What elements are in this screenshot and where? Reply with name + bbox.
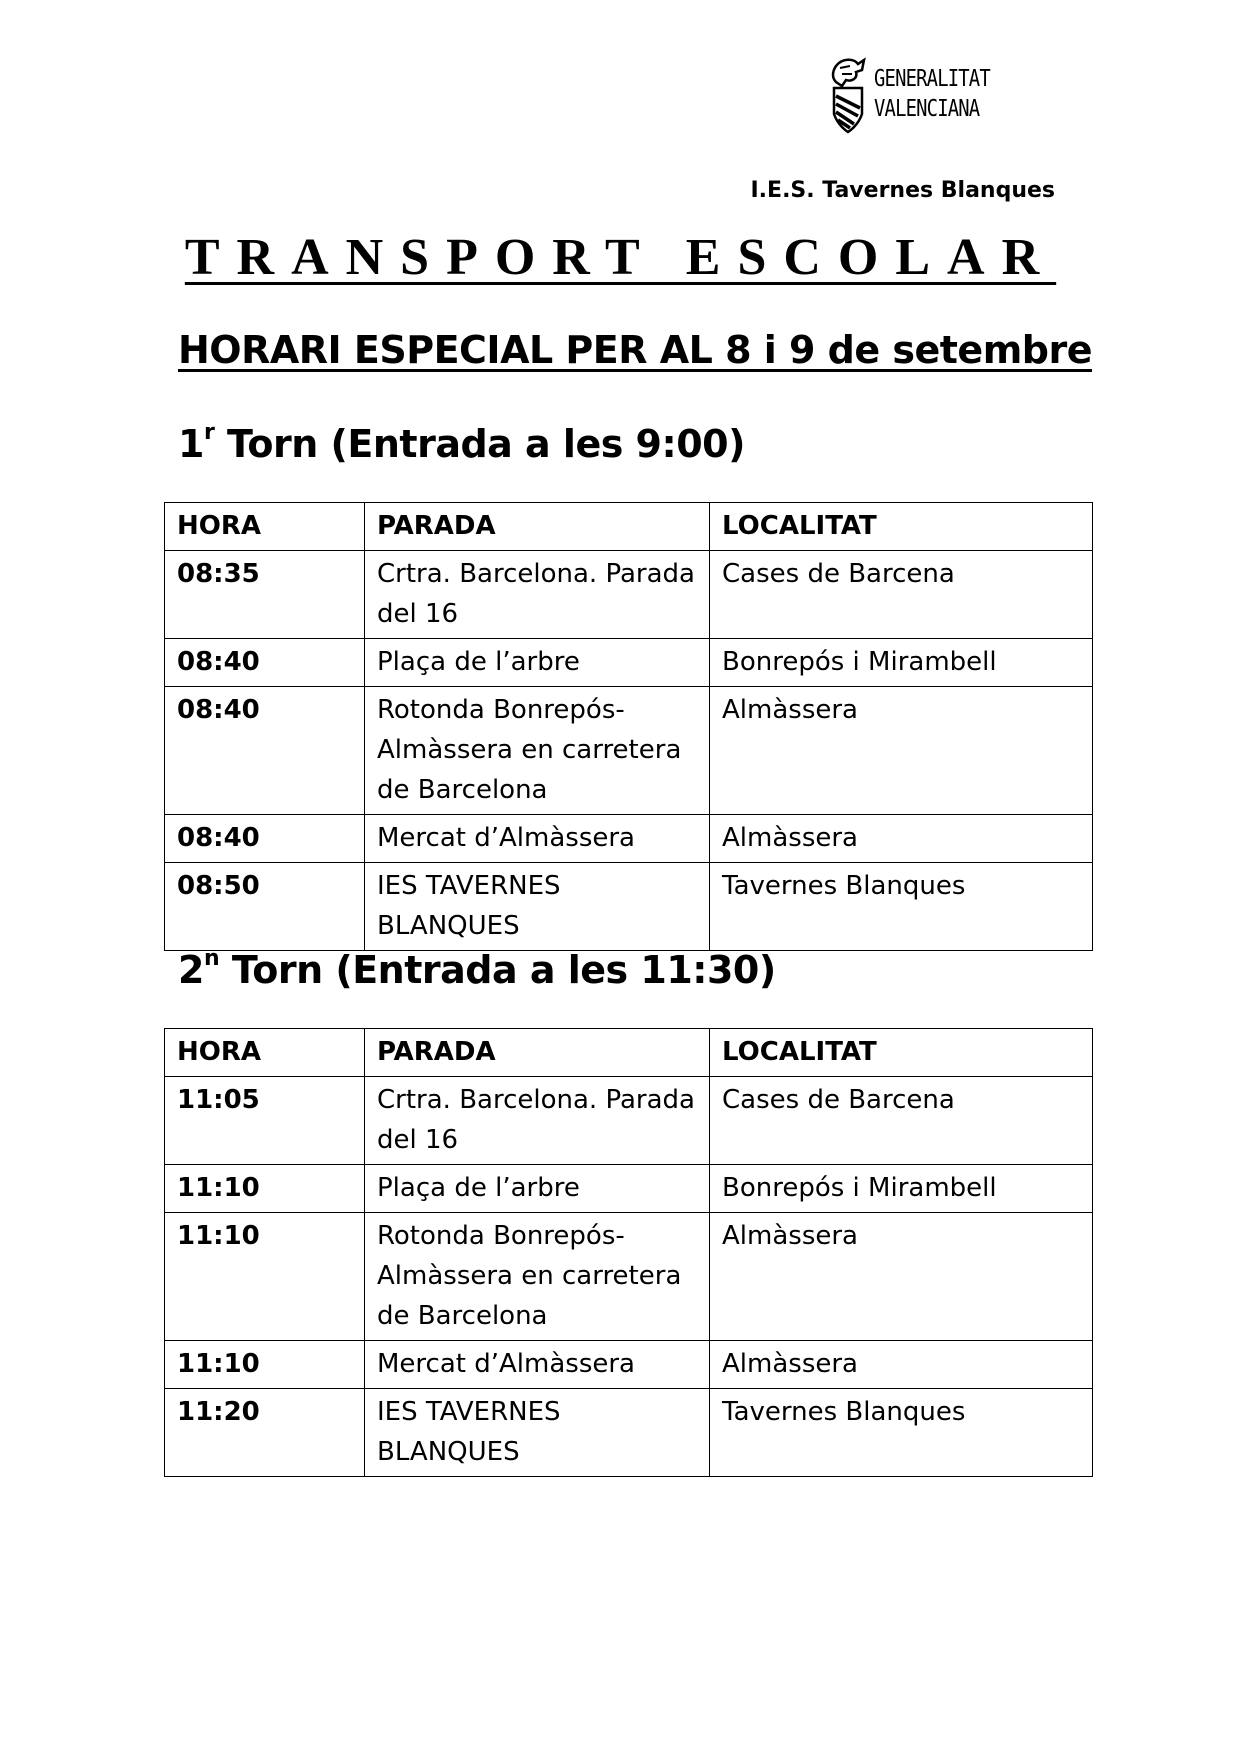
page-title: TRANSPORT ESCOLAR [184,229,1057,286]
cell-parada: Mercat d’Almàssera [365,1341,710,1389]
cell-localitat: Cases de Barcena [710,1077,1093,1165]
cell-localitat: Bonrepós i Mirambell [710,1165,1093,1213]
cell-parada: Rotonda Bonrepós-Almàssera en carretera de Barcelona [365,687,710,815]
cell-hora: 08:40 [165,815,365,863]
cell-localitat: Cases de Barcena [710,551,1093,639]
column-header-parada: PARADA [365,503,710,551]
table-row [165,1213,1093,1341]
table-row [165,1165,1093,1213]
shift-heading-1 [178,420,745,466]
logo-line-1: GENERALITAT [874,66,990,92]
cell-localitat: Bonrepós i Mirambell [710,639,1093,687]
table-header-row [165,503,1093,551]
shift-ordinal-suffix: n [203,946,220,971]
table-row [165,687,1093,815]
cell-localitat: Almàssera [710,815,1093,863]
column-header-localitat: LOCALITAT [710,503,1093,551]
logo-line-2: VALENCIANA [874,96,980,122]
shift-label: Torn (Entrada a les 9:00) [214,422,745,466]
cell-parada: Crtra. Barcelona. Parada del 16 [365,1077,710,1165]
cell-parada: IES TAVERNES BLANQUES [365,1389,710,1477]
cell-localitat: Almàssera [710,1213,1093,1341]
cell-hora: 11:10 [165,1165,365,1213]
table-row [165,1341,1093,1389]
shift-number: 2 [178,948,204,992]
cell-hora: 11:20 [165,1389,365,1477]
cell-localitat: Tavernes Blanques [710,863,1093,951]
cell-hora: 11:10 [165,1213,365,1341]
table-header-row [165,1029,1093,1077]
cell-parada: Crtra. Barcelona. Parada del 16 [365,551,710,639]
cell-localitat: Tavernes Blanques [710,1389,1093,1477]
cell-parada: IES TAVERNES BLANQUES [365,863,710,951]
page-title-wrap [0,228,1241,287]
page-subtitle: HORARI ESPECIAL PER AL 8 i 9 de setembre [178,328,1093,372]
cell-hora: 11:05 [165,1077,365,1165]
column-header-hora: HORA [165,503,365,551]
table-row [165,1389,1093,1477]
table-row [165,1077,1093,1165]
table-row [165,815,1093,863]
shift-label: Torn (Entrada a les 11:30) [219,948,776,992]
column-header-hora: HORA [165,1029,365,1077]
cell-hora: 11:10 [165,1341,365,1389]
shift-number: 1 [178,422,204,466]
cell-hora: 08:40 [165,639,365,687]
timetable-shift-2 [164,1028,1093,1477]
coat-of-arms-icon [828,56,870,138]
cell-parada: Mercat d’Almàssera [365,815,710,863]
cell-hora: 08:50 [165,863,365,951]
timetable-shift-1 [164,502,1093,951]
cell-hora: 08:40 [165,687,365,815]
shift-ordinal-suffix: r [203,420,215,445]
school-name: I.E.S. Tavernes Blanques [750,178,1055,203]
column-header-parada: PARADA [365,1029,710,1077]
cell-parada: Plaça de l’arbre [365,1165,710,1213]
cell-localitat: Almàssera [710,1341,1093,1389]
table-row [165,551,1093,639]
table-row [165,863,1093,951]
table-row [165,639,1093,687]
cell-parada: Rotonda Bonrepós-Almàssera en carretera de Barcelona [365,1213,710,1341]
cell-localitat: Almàssera [710,687,1093,815]
shift-heading-2 [178,946,776,992]
generalitat-logo [828,56,1028,140]
column-header-localitat: LOCALITAT [710,1029,1093,1077]
cell-parada: Plaça de l’arbre [365,639,710,687]
cell-hora: 08:35 [165,551,365,639]
